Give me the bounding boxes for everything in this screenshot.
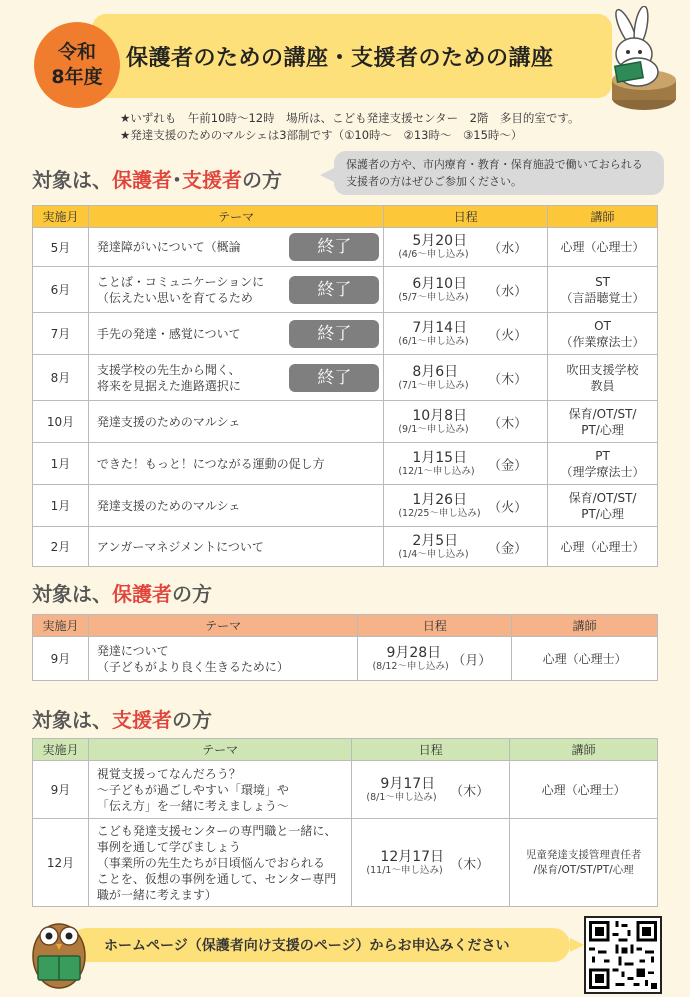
- lecturer-line-2: /保育/OT/ST/PT/心理: [533, 863, 634, 876]
- date-main: 10月8日: [412, 407, 468, 424]
- bubble-line-1: 保護者の方や、市内療育・教育・保育施設で働いておられる: [346, 158, 643, 171]
- theme-line: 支援学校の先生から聞く、: [96, 362, 241, 377]
- theme-line: 「伝え方」を一緒に考えましょう～: [96, 798, 289, 813]
- row-theme: [88, 527, 383, 567]
- date-deadline: (6/1～申し込み): [398, 335, 469, 347]
- row-lecturer: [548, 228, 658, 267]
- row-theme: [88, 228, 383, 267]
- date-deadline: (1/4～申し込み): [398, 548, 469, 560]
- date-weekday: （木）: [488, 372, 528, 387]
- lecturer-line-1: 吹田支援学校: [566, 362, 639, 377]
- table-row: [33, 267, 658, 313]
- header-theme: テーマ: [88, 206, 383, 228]
- notes: [120, 110, 580, 144]
- lecturer-line-1: 心理（心理士）: [541, 782, 626, 797]
- lecturer-line-1: 心理（心理士）: [560, 240, 645, 254]
- row-date: [384, 228, 548, 267]
- table-row: [33, 761, 658, 819]
- row-theme: [88, 401, 383, 443]
- row-date: [384, 267, 548, 313]
- table-row: [33, 443, 658, 485]
- lecturer-line-2: 教員: [590, 378, 615, 393]
- lecturer-line-1: OT: [594, 318, 611, 333]
- table-row: [33, 228, 658, 267]
- lecturer-line-1: 保育/OT/ST/: [568, 490, 637, 505]
- row-month: 2月: [33, 527, 89, 567]
- row-lecturer: [510, 761, 658, 819]
- note-2: ★発達支援のためのマルシェは3部制です（①10時～ ②13時～ ③15時～）: [120, 128, 523, 142]
- date-main: 5月20日: [412, 233, 468, 249]
- row-lecturer: [548, 443, 658, 485]
- date-deadline: (5/7～申し込み): [398, 291, 469, 303]
- theme-line: できた！もっと！につながる運動の促し方: [96, 456, 325, 471]
- date-deadline: (7/1～申し込み): [398, 379, 469, 391]
- table-row: [33, 819, 658, 907]
- lecturer-line-2: （言語聴覚士）: [560, 290, 645, 305]
- ended-badge: 終了: [289, 233, 379, 261]
- row-month: 7月: [33, 313, 89, 355]
- section-title-supporters: [32, 704, 212, 733]
- info-bubble: [334, 151, 664, 195]
- row-date: [384, 355, 548, 401]
- row-theme: [88, 761, 352, 819]
- theme-line: 手先の発達・感覚について: [96, 326, 241, 341]
- date-weekday: （金）: [488, 541, 528, 556]
- table-supporters: [32, 738, 658, 907]
- date-deadline: (11/1～申し込み): [366, 864, 443, 876]
- row-date: [384, 443, 548, 485]
- lecturer-line-1: 児童発達支援管理責任者: [525, 848, 642, 861]
- row-month: 5月: [33, 228, 89, 267]
- lecturer-line-1: ST: [595, 274, 611, 289]
- row-date: [384, 313, 548, 355]
- date-weekday: （月）: [452, 653, 492, 668]
- date-main: 9月28日: [386, 644, 442, 661]
- qr-code[interactable]: [584, 916, 662, 994]
- header-month: 実施月: [33, 739, 89, 761]
- row-theme: [88, 819, 352, 907]
- row-month: 10月: [33, 401, 89, 443]
- bubble-line-2: 支援者の方はぜひご参加ください。: [346, 175, 522, 188]
- row-lecturer: [548, 313, 658, 355]
- badge-line-2: 8年度: [51, 66, 103, 88]
- table-row: [33, 637, 658, 681]
- theme-line: ことば・コミュニケーションに: [96, 274, 265, 289]
- theme-line: 発達支援のためのマルシェ: [96, 498, 241, 513]
- theme-line: （子どもがより良く生きるために）: [96, 659, 289, 674]
- row-month: 1月: [33, 485, 89, 527]
- row-theme: [88, 485, 383, 527]
- row-theme: [88, 637, 358, 681]
- row-month: 1月: [33, 443, 89, 485]
- section2-highlight: 保護者: [112, 582, 172, 606]
- table-row: [33, 401, 658, 443]
- row-theme: [88, 267, 383, 313]
- date-deadline: (9/1～申し込み): [398, 423, 469, 435]
- row-lecturer: [548, 267, 658, 313]
- rabbit-reading-illustration: [586, 6, 682, 112]
- header-date: 日程: [358, 615, 512, 637]
- table-row: [33, 313, 658, 355]
- date-weekday: （木）: [450, 784, 490, 799]
- theme-line: 視覚支援ってなんだろう？: [96, 766, 241, 781]
- row-month: 12月: [33, 819, 89, 907]
- header-date: 日程: [352, 739, 510, 761]
- theme-line: 発達について: [96, 643, 169, 658]
- theme-line: 発達障がいについて（概論: [96, 240, 241, 254]
- header-theme: テーマ: [88, 739, 352, 761]
- section1-highlight-2: 支援者: [182, 168, 242, 192]
- section3-prefix: 対象は、: [32, 708, 112, 732]
- section3-suffix: の方: [172, 708, 212, 732]
- date-main: 8月6日: [412, 363, 459, 380]
- lecturer-line-2: （理学療法士）: [560, 464, 645, 479]
- row-date: [352, 761, 510, 819]
- header-lecturer: 講師: [548, 206, 658, 228]
- header-date: 日程: [384, 206, 548, 228]
- table-both: [32, 205, 658, 567]
- date-weekday: （水）: [488, 241, 528, 257]
- date-weekday: （火）: [488, 500, 528, 515]
- badge-line-1: 令和: [57, 41, 96, 63]
- row-theme: [88, 443, 383, 485]
- theme-line: 発達支援のためのマルシェ: [96, 414, 241, 429]
- owl-reading-illustration: [28, 906, 90, 992]
- theme-line: 職が一緒に考えます）: [96, 887, 217, 902]
- lecturer-line-2: PT/心理: [581, 506, 624, 521]
- application-banner-text: ホームページ（保護者向け支援のページ）からお申込みください: [104, 938, 510, 954]
- row-lecturer: [548, 355, 658, 401]
- date-main: 1月26日: [412, 491, 468, 508]
- row-month: 9月: [33, 761, 89, 819]
- header-lecturer: 講師: [512, 615, 658, 637]
- header-month: 実施月: [33, 615, 89, 637]
- row-month: 6月: [33, 267, 89, 313]
- lecturer-line-1: 心理（心理士）: [560, 539, 645, 554]
- header-theme: テーマ: [88, 615, 358, 637]
- date-main: 2月5日: [412, 532, 459, 549]
- table-row: [33, 355, 658, 401]
- row-date: [352, 819, 510, 907]
- row-date: [384, 401, 548, 443]
- date-main: 7月14日: [412, 319, 468, 336]
- table-parents: [32, 614, 658, 681]
- row-lecturer: [510, 819, 658, 907]
- table-row: [33, 527, 658, 567]
- section1-mid: ･: [172, 168, 182, 192]
- application-banner[interactable]: [70, 928, 570, 962]
- date-deadline: (12/25～申し込み): [398, 507, 481, 519]
- table-row: [33, 485, 658, 527]
- theme-line: （伝えたい思いを育てるため: [96, 290, 253, 305]
- section2-suffix: の方: [172, 582, 212, 606]
- row-lecturer: [548, 485, 658, 527]
- ended-badge: 終了: [289, 364, 379, 392]
- row-month: 9月: [33, 637, 89, 681]
- date-deadline: (4/6～申し込み): [398, 249, 469, 260]
- row-date: [358, 637, 512, 681]
- section1-suffix: の方: [242, 168, 282, 192]
- row-theme: [88, 355, 383, 401]
- date-weekday: （木）: [450, 857, 490, 872]
- ended-badge: 終了: [289, 320, 379, 348]
- date-main: 9月17日: [380, 775, 436, 792]
- date-deadline: (8/1～申し込み): [366, 791, 437, 803]
- theme-line: こども発達支援センターの専門職と一緒に、: [96, 823, 337, 838]
- table-header-row: [33, 615, 658, 637]
- section-title-parents: [32, 578, 212, 607]
- section2-prefix: 対象は、: [32, 582, 112, 606]
- row-theme: [88, 313, 383, 355]
- date-weekday: （水）: [488, 284, 528, 299]
- section3-highlight: 支援者: [112, 708, 172, 732]
- date-main: 1月15日: [412, 449, 468, 466]
- table-header-row: [33, 739, 658, 761]
- header-month: 実施月: [33, 206, 89, 228]
- theme-line: 事例を通して学びましょう: [96, 839, 241, 854]
- theme-line: アンガーマネジメントについて: [96, 539, 264, 554]
- date-main: 12月17日: [380, 848, 445, 865]
- row-date: [384, 485, 548, 527]
- row-lecturer: [548, 527, 658, 567]
- theme-line: 将来を見据えた進路選択に: [96, 378, 241, 393]
- page-title: 保護者のための講座・支援者のための講座: [126, 45, 554, 71]
- section1-prefix: 対象は、: [32, 168, 112, 192]
- theme-line: ことを、仮想の事例を通して、センター専門: [96, 871, 337, 886]
- date-main: 6月10日: [412, 275, 468, 292]
- date-deadline: (12/1～申し込み): [398, 465, 475, 477]
- note-1: ★いずれも 午前10時～12時 場所は、こども発達支援センター 2階 多目的室です。: [120, 111, 580, 125]
- section-title-both: [32, 164, 282, 193]
- section1-highlight-1: 保護者: [112, 168, 172, 192]
- lecturer-line-1: PT: [595, 448, 610, 463]
- date-weekday: （金）: [488, 458, 528, 473]
- row-month: 8月: [33, 355, 89, 401]
- date-deadline: (8/12～申し込み): [372, 660, 449, 672]
- title-bar: [92, 14, 612, 98]
- year-badge: [34, 22, 120, 108]
- table-header-row: [33, 206, 658, 228]
- lecturer-line-1: 心理（心理士）: [542, 651, 627, 666]
- ended-badge: 終了: [289, 276, 379, 304]
- date-weekday: （火）: [488, 328, 528, 343]
- theme-line: （事業所の先生たちが日頃悩んでおられる: [96, 855, 325, 870]
- row-lecturer: [512, 637, 658, 681]
- lecturer-line-2: （作業療法士）: [560, 334, 645, 349]
- row-date: [384, 527, 548, 567]
- lecturer-line-1: 保育/OT/ST/: [568, 406, 637, 421]
- date-weekday: （木）: [488, 416, 528, 431]
- theme-line: ～子どもが過ごしやすい「環境」や: [96, 782, 289, 797]
- row-lecturer: [548, 401, 658, 443]
- lecturer-line-2: PT/心理: [581, 422, 624, 437]
- header-lecturer: 講師: [510, 739, 658, 761]
